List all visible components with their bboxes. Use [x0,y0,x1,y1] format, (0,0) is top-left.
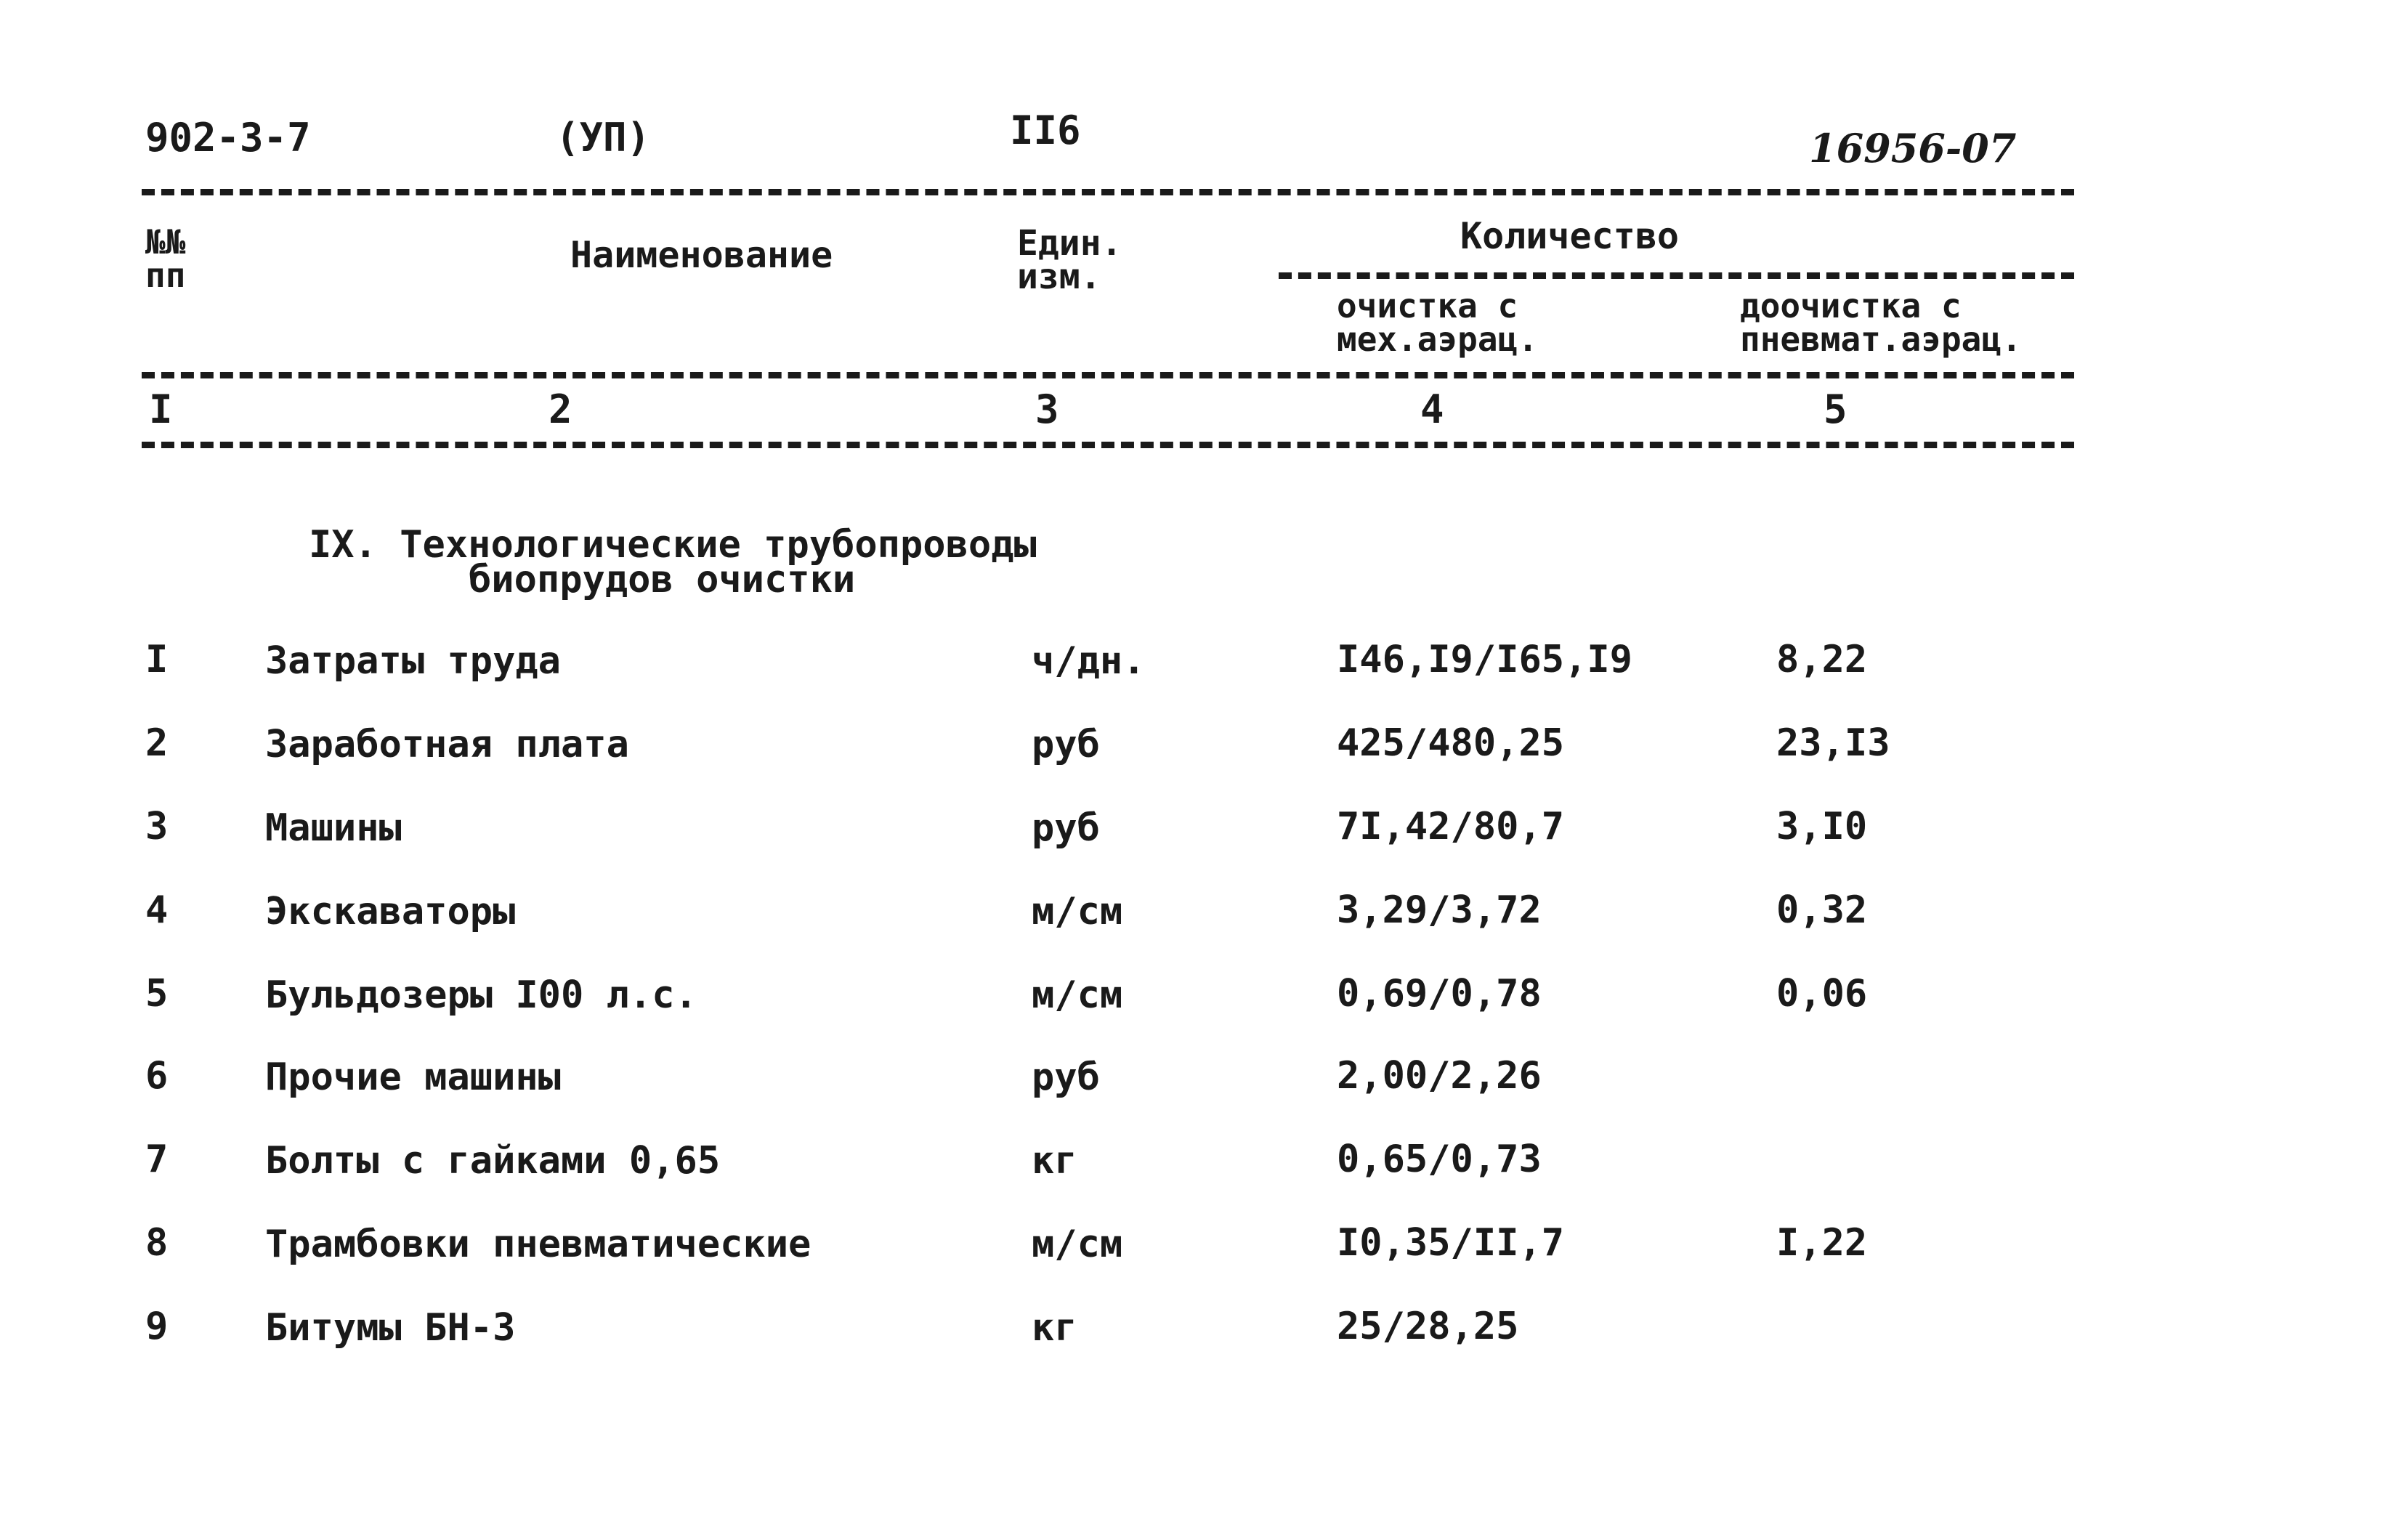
row-unit: кг [1032,1306,1077,1350]
row-number: 5 [145,972,169,1016]
row-number: I [145,638,169,681]
row-qty-mech: 25/28,25 [1337,1305,1519,1348]
row-unit: м/см [1032,973,1123,1017]
column-quantity-pneum-label: доочистка с пневмат.аэрац. [1740,286,2022,359]
row-qty-pneum: 23,I3 [1776,721,1890,765]
row-qty-mech: 0,65/0,73 [1337,1138,1542,1181]
row-qty-mech: I46,I9/I65,I9 [1337,638,1632,681]
row-number: 4 [145,888,169,932]
document-number: 16956-07 [1809,125,2017,171]
row-qty-mech: 7I,42/80,7 [1337,805,1565,848]
row-number: 6 [145,1054,169,1098]
row-unit: руб [1032,1055,1100,1099]
row-number: 7 [145,1138,169,1181]
column-number-1: I [149,386,173,432]
row-name: Затраты труда [265,639,561,683]
row-unit: ч/дн. [1032,639,1146,683]
column-number-label: №№ пп [145,222,186,295]
rule-quantity [1279,272,2074,279]
column-quantity-label: Количество [1460,215,1680,257]
row-unit: руб [1032,806,1100,850]
rule-header-bottom [142,372,2074,378]
row-number: 2 [145,721,169,765]
row-unit: руб [1032,723,1100,766]
column-unit-label: Един. изм. [1017,223,1122,297]
rule-top [142,189,2074,195]
row-qty-mech: I0,35/II,7 [1337,1221,1565,1265]
row-number: 3 [145,805,169,848]
row-qty-pneum: 3,I0 [1776,805,1868,848]
column-number-3: 3 [1035,386,1059,432]
column-name-label: Наименование [570,234,833,276]
row-qty-pneum: 8,22 [1776,638,1868,681]
row-name: Прочие машины [265,1055,561,1099]
column-number-2: 2 [549,386,572,432]
column-number-5: 5 [1824,386,1847,432]
column-quantity-mech-label: очистка с мех.аэрац. [1337,286,1538,359]
row-qty-mech: 3,29/3,72 [1337,888,1542,932]
row-qty-mech: 2,00/2,26 [1337,1054,1542,1098]
section-title-line2: биопрудов очистки [469,558,856,601]
row-name: Заработная плата [265,723,629,766]
row-name: Трамбовки пневматические [265,1223,811,1266]
row-name: Машины [265,806,402,850]
row-qty-mech: 425/480,25 [1337,721,1565,765]
row-name: Болты с гайками 0,65 [265,1139,721,1183]
row-unit: м/см [1032,890,1123,933]
rule-colnum-bottom [142,442,2074,448]
row-unit: кг [1032,1139,1077,1183]
row-qty-mech: 0,69/0,78 [1337,972,1542,1016]
row-number: 9 [145,1305,169,1348]
page-number: II6 [1010,108,1081,153]
row-number: 8 [145,1221,169,1265]
row-qty-pneum: 0,32 [1776,888,1868,932]
document-code: 902-3-7 [145,115,311,161]
section-title-line1: IX. Технологические трубопроводы [309,523,1037,567]
column-number-4: 4 [1420,386,1444,432]
row-unit: м/см [1032,1223,1123,1266]
row-qty-pneum: I,22 [1776,1221,1868,1265]
document-type: (УП) [556,115,651,161]
row-name: Бульдозеры I00 л.с. [265,973,697,1017]
row-qty-pneum: 0,06 [1776,972,1868,1016]
row-name: Экскаваторы [265,890,516,933]
row-name: Битумы БН-3 [265,1306,516,1350]
